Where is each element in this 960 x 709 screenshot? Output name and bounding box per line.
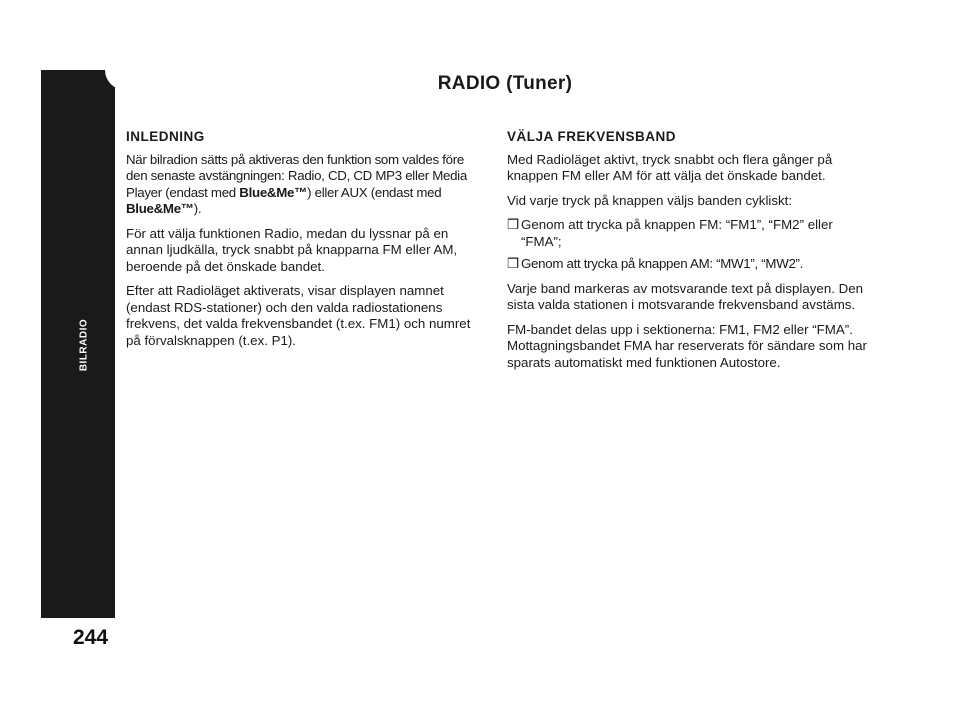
section-label: BILRADIO — [78, 318, 90, 372]
section-heading-inledning: INLEDNING — [126, 129, 205, 144]
paragraph-display-info: Efter att Radioläget aktiverats, visar displayen namnet (endast RDS-stationer) och den valda radiostationens frekvens, det valda frekvensbandet (t.ex. FM1) och numret på förvalsknappen (t.ex. P1). — [126, 283, 471, 348]
intro-text-a: När bilradion sätts på aktiveras den funktion som valdes före den senaste avstängningen: Radio, CD, CD MP3 eller Media Player (endast med — [126, 151, 467, 200]
list-item — [507, 256, 867, 273]
band-list — [507, 217, 867, 273]
list-item-text: Genom att trycka på knappen FM: “FM1”, “FM2” eller “FMA”; — [521, 217, 833, 249]
left-column — [126, 129, 486, 357]
blue-me-brand: Blue&Me™ — [126, 201, 194, 216]
list-item-text: Genom att trycka på knappen AM: “MW1”, “MW2”. — [521, 256, 804, 271]
paragraph-fm-sections: FM-bandet delas upp i sektionerna: FM1, FM2 eller “FMA”. Mottagningsbandet FMA har reserverats för sändare som har sparats automatiskt med funktionen Autostore. — [507, 321, 867, 370]
checkbox-bullet-icon: ❒ — [507, 217, 519, 232]
paragraph-select-radio: För att välja funktionen Radio, medan du lyssnar på en annan ljudkälla, tryck snabbt på knapparna FM eller AM, beroende på det önskade bandet. — [126, 225, 458, 274]
list-item — [507, 217, 867, 250]
section-heading-valja-frekvensband: VÄLJA FREKVENSBAND — [507, 129, 677, 144]
paragraph-band-display: Varje band markeras av motsvarande text på displayen. Den sista valda stationen i motsvarande frekvensband avstäms. — [507, 280, 864, 312]
paragraph-cyclic: Vid varje tryck på knappen väljs banden cykliskt: — [507, 192, 793, 208]
checkbox-bullet-icon: ❒ — [507, 256, 519, 271]
intro-paragraph — [126, 152, 486, 218]
paragraph-band-select: Med Radioläget aktivt, tryck snabbt och flera gånger på knappen FM eller AM för att välja det önskade bandet. — [507, 151, 833, 183]
page-title: RADIO (Tuner) — [437, 73, 573, 94]
right-column — [507, 129, 867, 379]
intro-text-d: ). — [193, 201, 202, 216]
intro-text-c: ) eller AUX (endast med — [307, 184, 442, 200]
blue-me-brand: Blue&Me™ — [239, 184, 308, 200]
page-number: 244 — [73, 626, 109, 649]
